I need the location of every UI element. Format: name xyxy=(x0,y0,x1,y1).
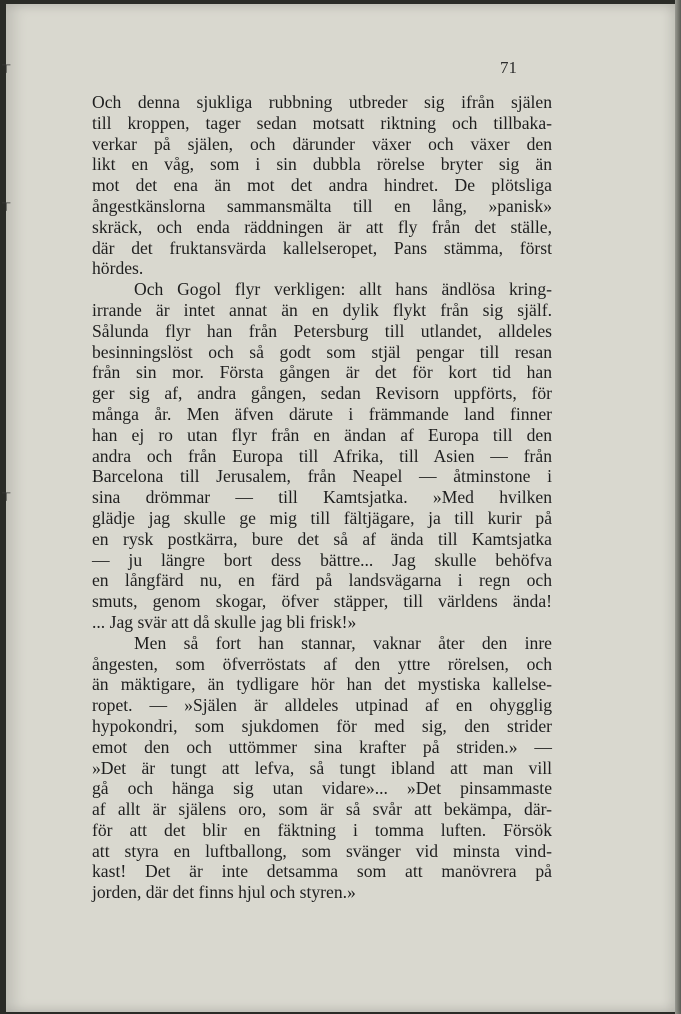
page-edge-shadow xyxy=(675,0,681,1014)
binding-mark-icon: ⊤ xyxy=(1,62,12,76)
binding-mark-icon: ⊤ xyxy=(1,200,12,214)
text-line: likt en våg, som i sin dubbla rörelse bryter sig än xyxy=(92,154,552,175)
text-line: ångesten, som öfverröstats af den yttre rörelsen, och xyxy=(92,653,552,674)
text-line: emot den och uttömmer sina krafter på striden.» — xyxy=(92,736,552,757)
body-text xyxy=(92,92,552,903)
text-line: att styra en luftballong, som svänger vid minsta vind- xyxy=(92,840,552,861)
text-line: hördes. xyxy=(92,258,144,279)
text-line: Barcelona till Jerusalem, från Neapel — åtminstone i xyxy=(92,466,552,487)
text-line: ... Jag svär att då skulle jag bli frisk!» xyxy=(92,611,357,632)
text-line: — ju längre bort dess bättre... Jag skulle behöfva xyxy=(92,549,552,570)
text-line: Men så fort han stannar, vaknar åter den inre xyxy=(134,632,552,653)
text-line: smuts, genom skogar, öfver stäpper, till världens ända! xyxy=(92,591,552,612)
text-line: andra och från Europa till Afrika, till Asien — från xyxy=(92,445,552,466)
text-line: kast! Det är inte detsamma som att manövrera på xyxy=(92,861,552,882)
text-line: irrande är intet annat än en dylik flykt från sig själf. xyxy=(92,299,552,320)
text-line: mot det ena än mot det andra hindret. De plötsliga xyxy=(92,175,552,196)
text-line: än mäktigare, än tydligare hör han det mystiska kallelse- xyxy=(92,674,552,695)
text-line: af allt är själens oro, som är så svår att bekämpa, där- xyxy=(92,799,552,820)
text-line: hypokondri, som sjukdomen för med sig, den strider xyxy=(92,715,552,736)
text-line: skräck, och enda räddningen är att fly från det ställe, xyxy=(92,216,552,237)
text-line: gå och hänga sig utan vidare»... »Det pinsammaste xyxy=(92,778,552,799)
text-line: sina drömmar — till Kamtsjatka. »Med hvilken xyxy=(92,487,552,508)
text-line: »Det är tungt att lefva, så tungt ibland att man vill xyxy=(92,757,552,778)
text-line: Sålunda flyr han från Petersburg till utlandet, alldeles xyxy=(92,320,552,341)
text-line: för att det blir en fäktning i tomma luften. Försök xyxy=(92,819,552,840)
text-line: många år. Men äfven därute i främmande land finner xyxy=(92,403,552,424)
text-line: en rysk postkärra, bure det så af ända till Kamtsjatka xyxy=(92,528,552,549)
text-line: till kroppen, tager sedan motsatt riktning och tillbaka- xyxy=(92,112,552,133)
text-line: jorden, där det finns hjul och styren.» xyxy=(92,882,356,903)
text-line: ropet. — »Själen är alldeles utpinad af en ohygglig xyxy=(92,695,552,716)
page-number: 71 xyxy=(500,58,517,77)
text-line: ångestkänslorna sammansmälta till en lång, »panisk» xyxy=(92,195,552,216)
text-line: verkar på själen, och därunder växer och växer den xyxy=(92,133,552,154)
text-line: där det fruktansvärda kallelseropet, Pans stämma, först xyxy=(92,237,552,258)
book-page xyxy=(6,4,676,1012)
text-line: en långfärd nu, en färd på landsvägarna i regn och xyxy=(92,570,552,591)
binding-mark-icon: ⊤ xyxy=(1,490,12,504)
text-line: ger sig af, andra gången, sedan Revisorn uppförts, för xyxy=(92,383,552,404)
text-line: från sin mor. Första gången är det för kort tid han xyxy=(92,362,552,383)
text-line: glädje jag skulle ge mig till fältjägare, ja till kurir på xyxy=(92,507,552,528)
text-line: han ej ro utan flyr från en ändan af Europa till den xyxy=(92,424,552,445)
text-line: besinningslöst och så godt som stjäl pengar till resan xyxy=(92,341,552,362)
text-line: Och Gogol flyr verkligen: allt hans ändlösa kring- xyxy=(134,279,552,300)
text-line: Och denna sjukliga rubbning utbreder sig ifrån själen xyxy=(92,92,552,112)
